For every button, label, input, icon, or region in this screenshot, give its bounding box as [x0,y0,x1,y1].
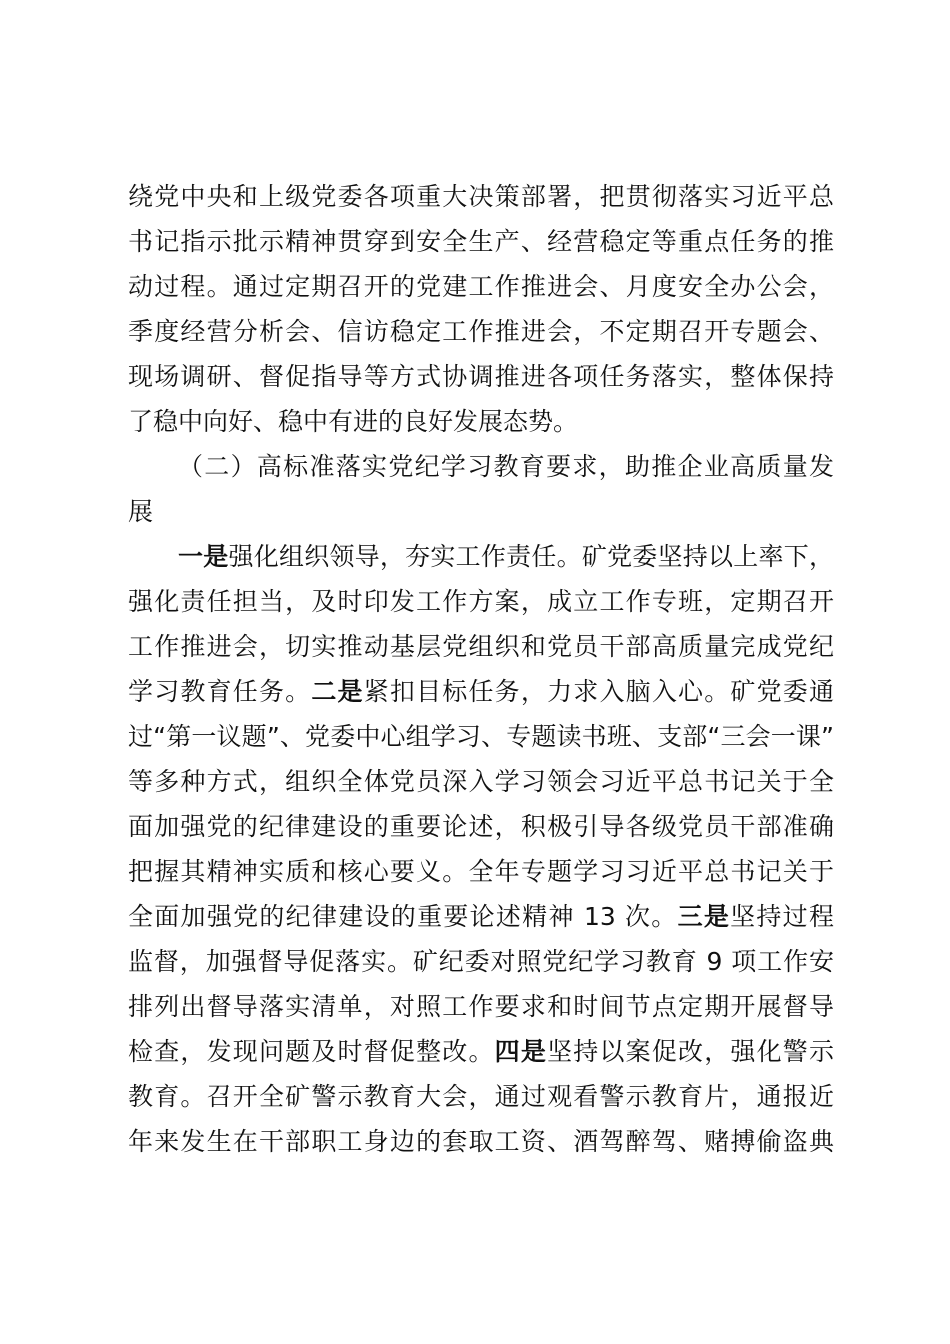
text-line: 强化责任担当，及时印发工作方案，成立工作专班，定期召开 [128,587,834,616]
text-line [128,894,834,939]
heading-line: 展 [128,497,154,526]
bold-lead: 四是 [494,1037,548,1066]
bold-lead: 二是 [311,677,364,706]
text-run: 检查，发现问题及时督促整改。 [128,1037,495,1066]
text-line: 教育。召开全矿警示教育大会，通过观看警示教育片，通报近 [128,1082,834,1111]
text-line: 了稳中向好、稳中有进的良好发展态势。 [128,407,579,436]
text-line: 现场调研、督促指导等方式协调推进各项任务落实，整体保持 [128,362,834,391]
bold-lead: 三是 [677,902,731,931]
text-line: 监督，加强督导促落实。矿纪委对照党纪学习教育 9 项工作安 [128,947,834,976]
text-line: 排列出督导落实清单，对照工作要求和时间节点定期开展督导 [128,992,834,1021]
text-line [128,534,834,579]
text-line [128,1029,834,1074]
text-run: 学习教育任务。 [128,677,312,706]
paragraph-measures [128,534,834,1164]
text-line: 年来发生在干部职工身边的套取工资、酒驾醉驾、赌搏偷盗典 [128,1127,834,1156]
text-line: 过“第一议题”、党委中心组学习、专题读书班、支部“三会一课” [128,722,834,751]
text-run: 坚持以案促改，强化警示 [547,1037,834,1066]
text-line: 书记指示批示精神贯穿到安全生产、经营稳定等重点任务的推 [128,227,834,256]
text-line: 绕党中央和上级党委各项重大决策部署，把贯彻落实习近平总 [128,182,834,211]
text-run: 坚持过程 [730,902,834,931]
text-run: 全面加强党的纪律建设的重要论述精神 13 次。 [128,902,678,931]
text-line: 动过程。通过定期召开的党建工作推进会、月度安全办公会， [128,272,834,301]
text-line: 工作推进会，切实推动基层党组织和党员干部高质量完成党纪 [128,632,834,661]
paragraph-continuation [128,174,834,444]
text-line [128,669,834,714]
document-body [128,174,834,1164]
text-line: 把握其精神实质和核心要义。全年专题学习习近平总书记关于 [128,857,834,886]
text-run: 紧扣目标任务，力求入脑入心。矿党委通 [363,677,834,706]
section-heading [128,444,834,534]
text-line: 等多种方式，组织全体党员深入学习领会习近平总书记关于全 [128,767,834,796]
heading-line: （二）高标准落实党纪学习教育要求，助推企业高质量发 [178,452,834,481]
text-run: 强化组织领导，夯实工作责任。矿党委坚持以上率下， [228,542,834,571]
text-line: 季度经营分析会、信访稳定工作推进会，不定期召开专题会、 [128,317,834,346]
bold-lead: 一是 [178,542,229,571]
text-line: 面加强党的纪律建设的重要论述，积极引导各级党员干部准确 [128,812,834,841]
